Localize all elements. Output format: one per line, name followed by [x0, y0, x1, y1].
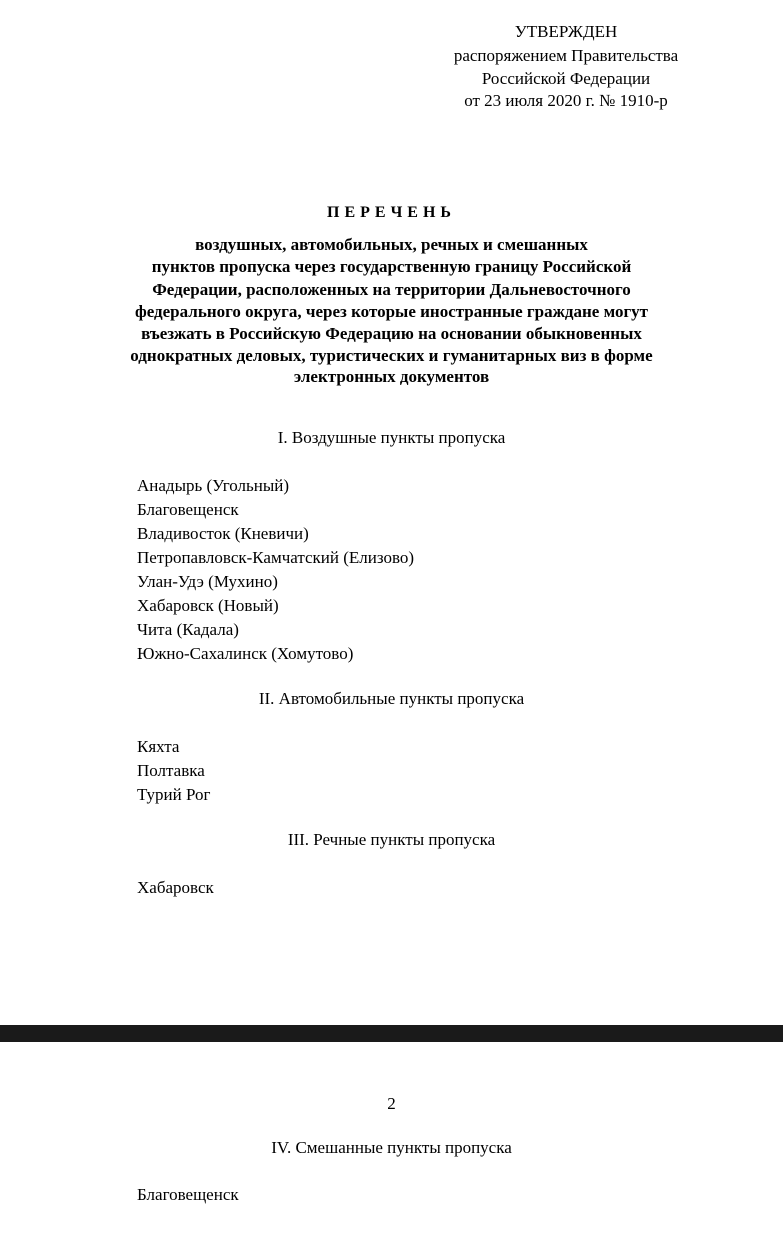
list-item: Благовещенск [137, 1185, 239, 1204]
list-item: Полтавка [137, 761, 205, 780]
subtitle-line: въезжать в Российскую Федерацию на основании обыкновенных [141, 324, 642, 343]
document-title: ПЕРЕЧЕНЬ [327, 204, 456, 221]
approval-line: от 23 июля 2020 г. № 1910-р [464, 91, 668, 110]
subtitle-line: однократных деловых, туристических и гуманитарных виз в форме [130, 346, 653, 365]
list-item: Хабаровск (Новый) [137, 596, 279, 615]
list-item: Хабаровск [137, 878, 214, 897]
list-item: Чита (Кадала) [137, 620, 239, 639]
list-item: Владивосток (Кневичи) [137, 524, 309, 543]
section-heading-mixed: IV. Смешанные пункты пропуска [271, 1138, 512, 1157]
subtitle-line: пунктов пропуска через государственную границу Российской [151, 257, 632, 276]
list-item: Улан-Удэ (Мухино) [137, 572, 278, 591]
page-break-bar [0, 1025, 783, 1042]
page-number: 2 [387, 1094, 396, 1113]
subtitle-line: федерального округа, через которые иностранные граждане могут [134, 302, 649, 321]
list-item: Анадырь (Угольный) [137, 476, 290, 495]
list-item: Благовещенск [137, 500, 239, 519]
subtitle-line: Федерации, расположенных на территории Дальневосточного [152, 280, 631, 299]
list-item: Турий Рог [137, 785, 211, 804]
subtitle-line: электронных документов [293, 367, 490, 386]
section-heading-air: I. Воздушные пункты пропуска [277, 428, 506, 447]
approval-line: Российской Федерации [481, 69, 651, 88]
list-item: Южно-Сахалинск (Хомутово) [137, 644, 354, 663]
approved-label: УТВЕРЖДЕН [514, 22, 618, 41]
section-heading-road: II. Автомобильные пункты пропуска [258, 689, 525, 708]
subtitle-line: воздушных, автомобильных, речных и смешанных [195, 235, 588, 254]
approval-line: распоряжением Правительства [453, 46, 679, 65]
list-item: Петропавловск-Камчатский (Елизово) [137, 548, 415, 567]
list-item: Кяхта [137, 737, 180, 756]
section-heading-river: III. Речные пункты пропуска [287, 830, 496, 849]
